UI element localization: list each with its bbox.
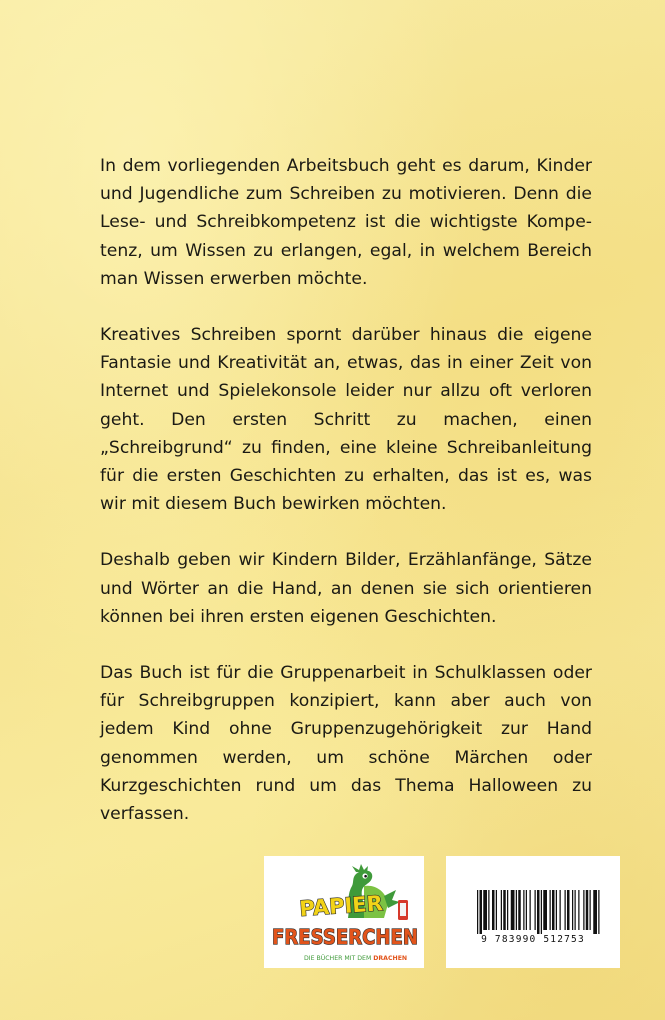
barcode-bar <box>578 890 579 930</box>
barcode-bar <box>530 890 531 930</box>
barcode-bar <box>550 890 551 930</box>
barcode-bar <box>586 890 589 930</box>
barcode-bar <box>480 890 483 934</box>
barcode-bar <box>575 890 576 930</box>
logo-tagline-prefix: DIE BÜCHER MIT DEM <box>304 955 372 962</box>
blurb-paragraph-1: In dem vorliegenden Arbeitsbuch geht es darum, Kinder und Jugendliche zum Schreiben zu motivieren. Denn die Lese- und Schreibkompetenz ist die wichtigste Kompetenz, um Wissen zu erlangen, egal, in welchem Bereich man Wissen erwerben möchte. <box>100 156 592 289</box>
barcode-bar <box>565 890 566 930</box>
publisher-logo-graphic <box>264 856 424 968</box>
barcode-bar <box>552 890 555 930</box>
blurb-text <box>100 152 592 856</box>
publisher-logo <box>264 856 424 968</box>
logo-tagline-highlight: DRACHEN <box>373 955 408 962</box>
barcode-bar <box>488 890 489 930</box>
isbn-number: 9 783990 512753 <box>481 934 585 945</box>
blurb-paragraph-2: Kreatives Schreiben spornt darüber hinaus die eigene Fantasie und Kreativität an, etwas, das in einer Zeit von Internet und Spielekonsole leider nur allzu oft verloren geht. Den ersten Schritt zu machen, einen „Schreibgrund“ zu finden, eine kleine Schreibanleitung für die ersten Geschichten zu erhalten, das ist es, was wir mit diesem Buch bewirken möchten. <box>100 325 592 515</box>
barcode-bar <box>492 890 495 930</box>
barcode-bar <box>483 890 487 930</box>
barcode-bar <box>477 890 478 934</box>
barcode-bar <box>507 890 508 930</box>
barcode-bar <box>567 890 570 930</box>
barcode-bar <box>543 890 547 930</box>
barcode-bar <box>526 890 527 930</box>
isbn-barcode <box>446 856 620 968</box>
barcode-bar <box>541 890 542 934</box>
barcode-bar <box>511 890 515 930</box>
barcode-bars-icon <box>446 856 620 936</box>
barcode-bar <box>560 890 561 930</box>
barcode-bar <box>593 890 597 934</box>
barcode-bar <box>501 890 502 930</box>
barcode-bar <box>503 890 506 930</box>
blurb-paragraph-4: Das Buch ist für die Gruppenarbeit in Schulklassen oder für Schreibgruppen konzipiert, kann aber auch von jedem Kind ohne Gruppenzugehörigkeit zur Hand genommen werden, um schöne Märchen oder Kurzgeschichten rund um das Thema Halloween zu verfassen. <box>100 663 592 825</box>
logo-tagline <box>304 953 407 962</box>
barcode-bar <box>523 890 524 930</box>
logo-word-papier: PAPIER <box>298 891 384 921</box>
barcode-bar <box>516 890 517 930</box>
barcode-bar <box>556 890 557 930</box>
barcode-bar <box>590 890 591 930</box>
barcode-bar <box>537 890 540 934</box>
blurb-paragraph-3: Deshalb geben wir Kindern Bilder, Erzählanfänge, Sätze und Wörter an die Hand, an denen sie sich orientieren können bei ihren ersten eigenen Geschichten. <box>100 550 592 627</box>
barcode-bar <box>496 890 497 930</box>
logo-word-fresserchen: FRESSERCHEN <box>272 925 418 949</box>
barcode-bar <box>535 890 536 930</box>
barcode-bar <box>598 890 599 934</box>
barcode-bar <box>572 890 573 930</box>
barcode-bar <box>583 890 584 930</box>
barcode-bar <box>518 890 521 930</box>
